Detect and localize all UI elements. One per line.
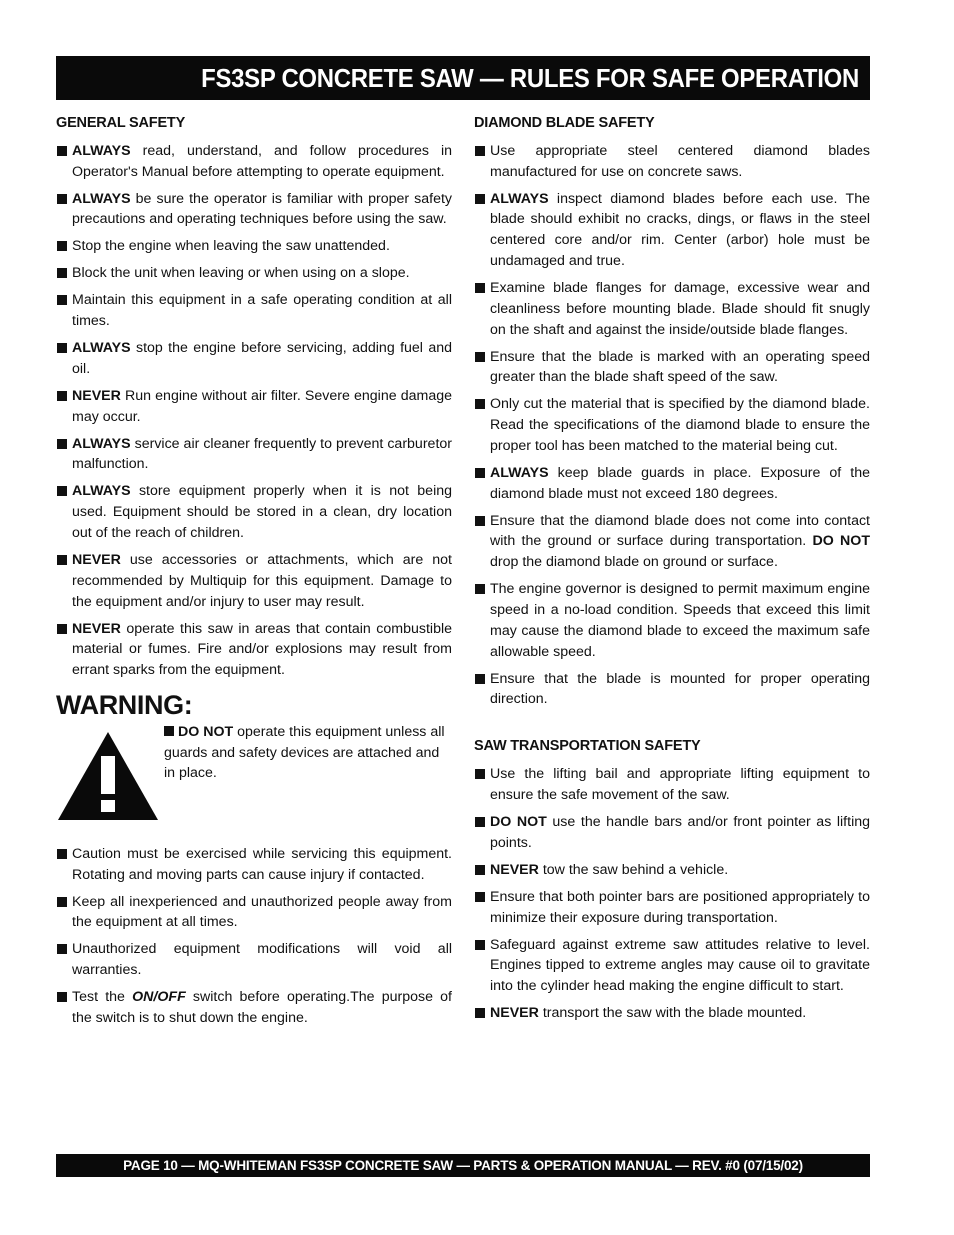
square-bullet-icon [57, 849, 67, 859]
item-keyword: NEVER [490, 1005, 539, 1022]
item-keyword: ALWAYS [72, 340, 131, 357]
list-item [56, 338, 452, 380]
item-keyword: ALWAYS [72, 483, 131, 500]
warning-do-not-text [164, 722, 452, 784]
square-bullet-icon [57, 624, 67, 634]
item-text: operate this saw in areas that contain combustible material or fumes. Fire and/or explosions may result from errant sparks from the equipment. [72, 620, 452, 679]
item-keyword: ALWAYS [72, 142, 131, 159]
item-keyword: ALWAYS [490, 464, 549, 481]
list-item [474, 278, 870, 340]
onoff-list [56, 987, 452, 1029]
square-bullet-icon [475, 468, 485, 478]
list-item [474, 812, 870, 854]
square-bullet-icon [475, 817, 485, 827]
section-spacer [474, 716, 870, 736]
list-item [56, 844, 452, 886]
list-item [474, 1003, 870, 1024]
square-bullet-icon [57, 194, 67, 204]
square-bullet-icon [475, 584, 485, 594]
item-text: Ensure that the diamond blade does not come into contact with the ground or surface during transportation. [490, 512, 870, 550]
diamond-blade-heading: DIAMOND BLADE SAFETY [474, 115, 655, 131]
square-bullet-icon [57, 146, 67, 156]
warning-body: operate this equipment unless all guards and safety devices are attached and in place. [164, 723, 445, 782]
item-text: stop the engine before servicing, adding fuel and oil. [72, 340, 452, 377]
warning-keyword: DO NOT [178, 723, 234, 740]
square-bullet-icon [57, 486, 67, 496]
square-bullet-icon [57, 391, 67, 401]
item-text: Use the lifting bail and appropriate lifting equipment to ensure the safe movement of the saw. [490, 766, 870, 803]
left-column [56, 113, 452, 1035]
square-bullet-icon [475, 352, 485, 362]
list-item [474, 463, 870, 505]
item-text: Maintain this equipment in a safe operating condition at all times. [72, 292, 452, 330]
item-text: use the handle bars and/or front pointer as lifting points. [490, 813, 870, 851]
item-text: be sure the operator is familiar with proper safety precautions and operating techniques before using the saw. [72, 190, 452, 228]
list-item [474, 347, 870, 389]
item-keyword: NEVER [72, 620, 121, 637]
item-text: Safeguard against extreme saw attitudes relative to level. Engines tipped to extreme angles may cause oil to gravitate into the cylinder head making the engine difficult to start. [490, 936, 870, 995]
list-item [56, 434, 452, 476]
square-bullet-icon [57, 439, 67, 449]
square-bullet-icon [475, 146, 485, 156]
onoff-keyword: ON/OFF [132, 989, 186, 1006]
list-item [474, 887, 870, 929]
list-item [56, 550, 452, 612]
item-text: Keep all inexperienced and unauthorized people away from the equipment at all times. [72, 893, 452, 931]
square-bullet-icon [57, 343, 67, 353]
item-text: tow the saw behind a vehicle. [538, 861, 729, 878]
square-bullet-icon [57, 944, 67, 954]
item-text: store equipment properly when it is not being used. Equipment should be stored in a clean, dry location out of the reach of children. [72, 483, 452, 542]
list-item [474, 511, 870, 573]
footer-text: PAGE 10 — MQ-WHITEMAN FS3SP CONCRETE SAW — PARTS & OPERATION MANUAL — REV. #0 (07/15/02) [123, 1158, 803, 1173]
item-text: use accessories or attachments, which are not recommended by Multiquip for this equipment. Damage to the equipment and/or injury to user may result. [72, 552, 452, 610]
item-keyword: ALWAYS [490, 190, 549, 207]
list-item [56, 386, 452, 428]
square-bullet-icon [57, 555, 67, 565]
square-bullet-icon [57, 992, 67, 1002]
list-item [474, 394, 870, 456]
square-bullet-icon [475, 399, 485, 409]
item-text: Unauthorized equipment modifications will void all warranties. [72, 941, 452, 979]
square-bullet-icon [475, 892, 485, 902]
list-item [56, 189, 452, 231]
warning-list [56, 844, 452, 981]
list-item [474, 669, 870, 711]
square-bullet-icon [57, 241, 67, 251]
list-item [56, 236, 452, 257]
page-title: FS3SP CONCRETE SAW — RULES FOR SAFE OPERATION [201, 63, 859, 93]
list-item [474, 935, 870, 997]
item-text: service air cleaner frequently to prevent carburetor malfunction. [72, 435, 452, 473]
item-text: read, understand, and follow procedures in Operator's Manual before attempting to operate equipment. [72, 142, 452, 180]
item-text: Ensure that both pointer bars are positioned appropriately to minimize their exposure during transportation. [490, 888, 870, 926]
list-item [56, 141, 452, 183]
right-column [474, 113, 870, 1030]
square-bullet-icon [475, 940, 485, 950]
item-text: Examine blade flanges for damage, excessive wear and cleanliness before mounting blade. Blade should fit snugly on the shaft and against the inside/outside blade flanges. [490, 279, 870, 338]
square-bullet-icon [475, 865, 485, 875]
item-keyword: DO NOT [490, 813, 547, 830]
footer-bar [56, 1154, 870, 1177]
list-item [56, 263, 452, 284]
item-text: Block the unit when leaving or when using on a slope. [72, 265, 410, 282]
transport-list [474, 764, 870, 1024]
item-keyword: ALWAYS [72, 435, 131, 452]
list-item [56, 892, 452, 934]
warning-triangle-icon [56, 730, 160, 822]
square-bullet-icon [57, 268, 67, 278]
item-text: inspect diamond blades before each use. The blade should exhibit no cracks, dings, or flaws in the steel centered core and/or rim. Center (arbor) hole must be undamaged and true. [490, 190, 870, 269]
item-text: Run engine without air filter. Severe engine damage may occur. [72, 387, 452, 425]
square-bullet-icon [475, 516, 485, 526]
list-item [474, 860, 870, 881]
item-text: Use appropriate steel centered diamond blades manufactured for use on concrete saws. [490, 142, 870, 180]
general-safety-heading: GENERAL SAFETY [56, 115, 186, 131]
item-text: transport the saw with the blade mounted. [538, 1005, 807, 1022]
list-item [56, 987, 452, 1029]
list-item [56, 290, 452, 332]
list-item [474, 141, 870, 183]
page-title-bar [56, 56, 870, 100]
square-bullet-icon [164, 726, 174, 736]
item-keyword: ALWAYS [72, 190, 131, 207]
square-bullet-icon [475, 1008, 485, 1018]
list-item [56, 939, 452, 981]
square-bullet-icon [475, 769, 485, 779]
square-bullet-icon [475, 283, 485, 293]
item-text: drop the diamond blade on ground or surface. [490, 554, 778, 571]
item-text: keep blade guards in place. Exposure of the diamond blade must not exceed 180 degrees. [490, 464, 870, 502]
item-text: Only cut the material that is specified by the diamond blade. Read the specifications of the diamond blade to ensure the proper tool has been matched to the material being cut. [490, 396, 870, 454]
list-item [474, 579, 870, 662]
diamond-blade-list [474, 141, 870, 710]
square-bullet-icon [475, 674, 485, 684]
item-text: Caution must be exercised while servicing this equipment. Rotating and moving parts can cause injury if contacted. [72, 845, 452, 883]
item-keyword: NEVER [72, 387, 121, 404]
item-text: Ensure that the blade is marked with an operating speed greater than the blade shaft speed of the saw. [490, 348, 870, 386]
square-bullet-icon [57, 295, 67, 305]
list-item [474, 764, 870, 806]
item-text: Ensure that the blade is mounted for proper operating direction. [490, 670, 870, 708]
square-bullet-icon [475, 194, 485, 204]
list-item [56, 619, 452, 681]
list-item [474, 189, 870, 272]
transport-heading: SAW TRANSPORTATION SAFETY [474, 738, 701, 755]
onoff-pre: Test the [72, 989, 133, 1006]
item-text: Stop the engine when leaving the saw unattended. [72, 238, 390, 255]
item-text: The engine governor is designed to permit maximum engine speed in a no-load condition. Speeds that exceed this limit may cause the diamond blade to exceed the maximum safe allowable speed. [490, 581, 870, 660]
warning-heading: WARNING: [56, 690, 193, 720]
onoff-post: switch before operating.The purpose of the switch is to shut down the engine. [72, 989, 453, 1026]
warning-box [56, 722, 452, 830]
item-keyword: NEVER [72, 552, 121, 569]
item-keyword: NEVER [490, 861, 539, 878]
square-bullet-icon [57, 897, 67, 907]
general-safety-list [56, 141, 452, 681]
list-item [56, 481, 452, 543]
item-keyword: DO NOT [812, 533, 871, 550]
